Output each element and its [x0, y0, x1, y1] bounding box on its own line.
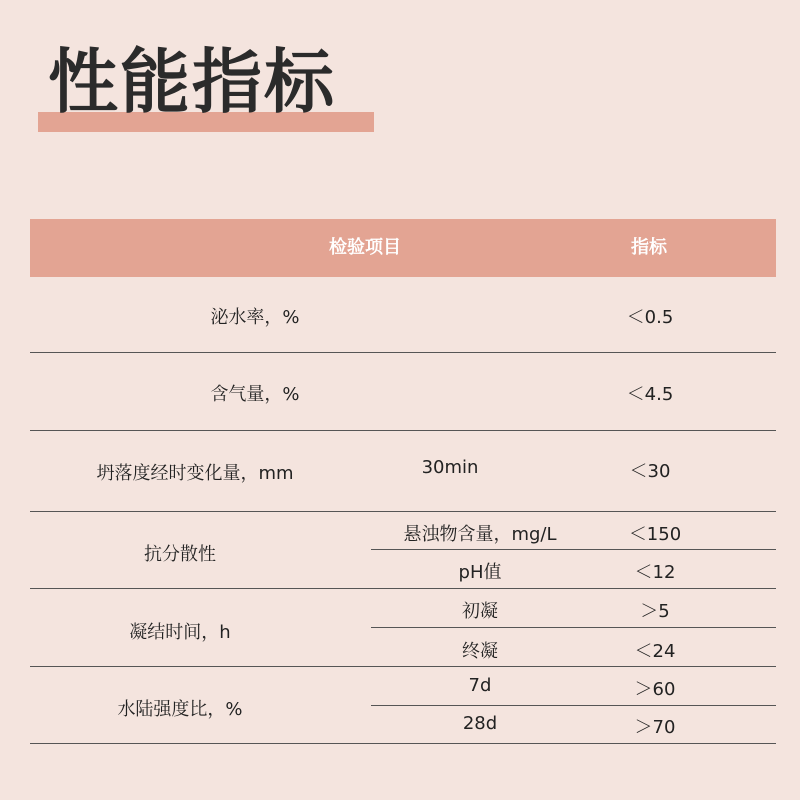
- page-title-text: 性能指标: [48, 41, 336, 123]
- table-header: [30, 219, 776, 277]
- row-segregation-value-1: ＜150: [628, 524, 682, 545]
- row-slump-item: 坍落度经时变化量，mm: [96, 463, 294, 484]
- page-title: [38, 40, 374, 132]
- row-segregation-item: 抗分散性: [144, 544, 216, 565]
- row-strength-sub-1: 7d: [468, 675, 492, 696]
- row-setting-item: 凝结时间，h: [129, 622, 231, 643]
- row-divider: [30, 511, 776, 512]
- row-strength-item: 水陆强度比，%: [117, 699, 243, 720]
- row-segregation-sub-2: pH值: [458, 562, 502, 583]
- row-divider: [30, 430, 776, 431]
- row-slump-value: ＜30: [629, 461, 671, 482]
- subrow-divider: [371, 627, 776, 628]
- row-air-item: 含气量，%: [210, 384, 300, 405]
- row-segregation-value-2: ＜12: [634, 562, 676, 583]
- row-setting-value-1: ＞5: [640, 601, 670, 622]
- row-strength-sub-2: 28d: [462, 713, 498, 734]
- row-divider: [30, 352, 776, 353]
- row-divider: [30, 743, 776, 744]
- row-air-value: ＜4.5: [626, 384, 674, 405]
- row-segregation-sub-1: 悬浊物含量，mg/L: [403, 524, 557, 545]
- row-strength-value-2: ＞70: [634, 717, 676, 738]
- subrow-divider: [371, 705, 776, 706]
- row-bleeding-item: 泌水率，%: [210, 307, 300, 328]
- row-setting-sub-1: 初凝: [462, 601, 498, 622]
- row-divider: [30, 588, 776, 589]
- row-slump-sub: 30min: [421, 457, 479, 478]
- row-setting-sub-2: 终凝: [462, 641, 498, 662]
- header-index: 指标: [631, 237, 667, 258]
- row-setting-value-2: ＜24: [634, 641, 676, 662]
- row-strength-value-1: ＞60: [634, 679, 676, 700]
- header-item: 检验项目: [329, 237, 401, 258]
- subrow-divider: [371, 549, 776, 550]
- row-bleeding-value: ＜0.5: [626, 307, 674, 328]
- row-divider: [30, 666, 776, 667]
